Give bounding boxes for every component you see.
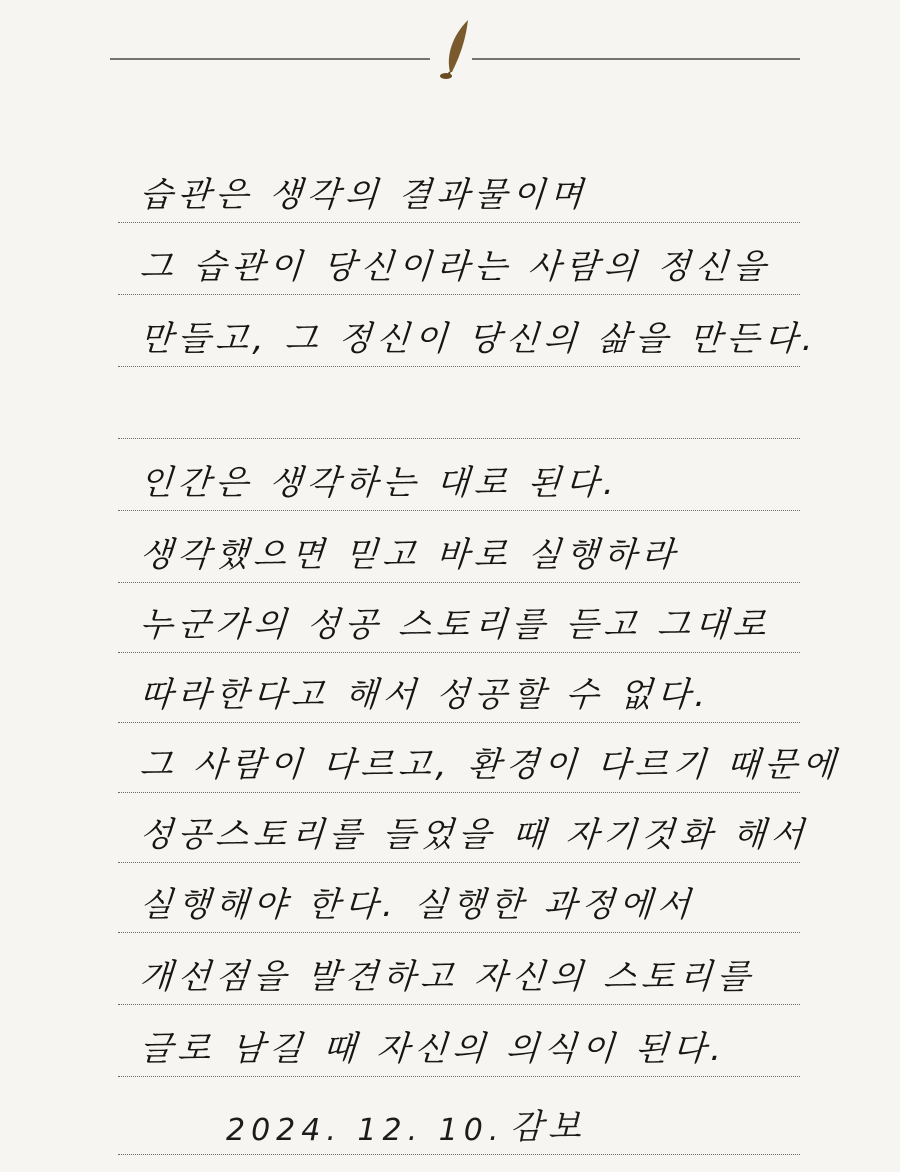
note-line bbox=[118, 378, 800, 439]
handwritten-text: 그 사람이 다르고, 환경이 다르기 때문에 bbox=[138, 745, 842, 785]
signature-row bbox=[118, 1094, 800, 1155]
note-line bbox=[118, 872, 800, 933]
note-line bbox=[118, 1016, 800, 1077]
note-line bbox=[118, 592, 800, 653]
handwritten-text: 만들고, 그 정신이 당신의 삶을 만든다. bbox=[138, 319, 820, 359]
handwritten-text: 성공스토리를 들었을 때 자기것화 해서 bbox=[138, 815, 810, 855]
handwritten-text: 개선점을 발견하고 자신의 스토리를 bbox=[138, 957, 757, 997]
handwritten-text: 글로 남길 때 자신의 의식이 된다. bbox=[138, 1029, 728, 1069]
handwritten-text: 생각했으면 믿고 바로 실행하라 bbox=[138, 535, 681, 575]
handwritten-text: 실행해야 한다. 실행한 과정에서 bbox=[138, 885, 697, 925]
handwritten-text: 인간은 생각하는 대로 된다. bbox=[138, 463, 621, 503]
note-line bbox=[118, 732, 842, 793]
note-line bbox=[118, 522, 800, 583]
handwritten-text: 따라한다고 해서 성공할 수 없다. bbox=[138, 675, 713, 715]
note-line bbox=[118, 802, 810, 863]
ruled-lines bbox=[118, 0, 842, 1172]
handwritten-text: 습관은 생각의 결과물이며 bbox=[138, 175, 590, 215]
signature-name: 감보 bbox=[510, 1107, 586, 1147]
note-line bbox=[118, 662, 800, 723]
handwritten-text: 그 습관이 당신이라는 사람의 정신을 bbox=[138, 247, 773, 287]
note-line bbox=[118, 306, 820, 367]
note-line bbox=[118, 234, 800, 295]
note-line bbox=[118, 162, 800, 223]
signature-date: 2024. 12. 10. bbox=[226, 1113, 505, 1148]
note-line bbox=[118, 944, 800, 1005]
note-line bbox=[118, 450, 800, 511]
handwritten-text: 누군가의 성공 스토리를 듣고 그대로 bbox=[138, 605, 773, 645]
